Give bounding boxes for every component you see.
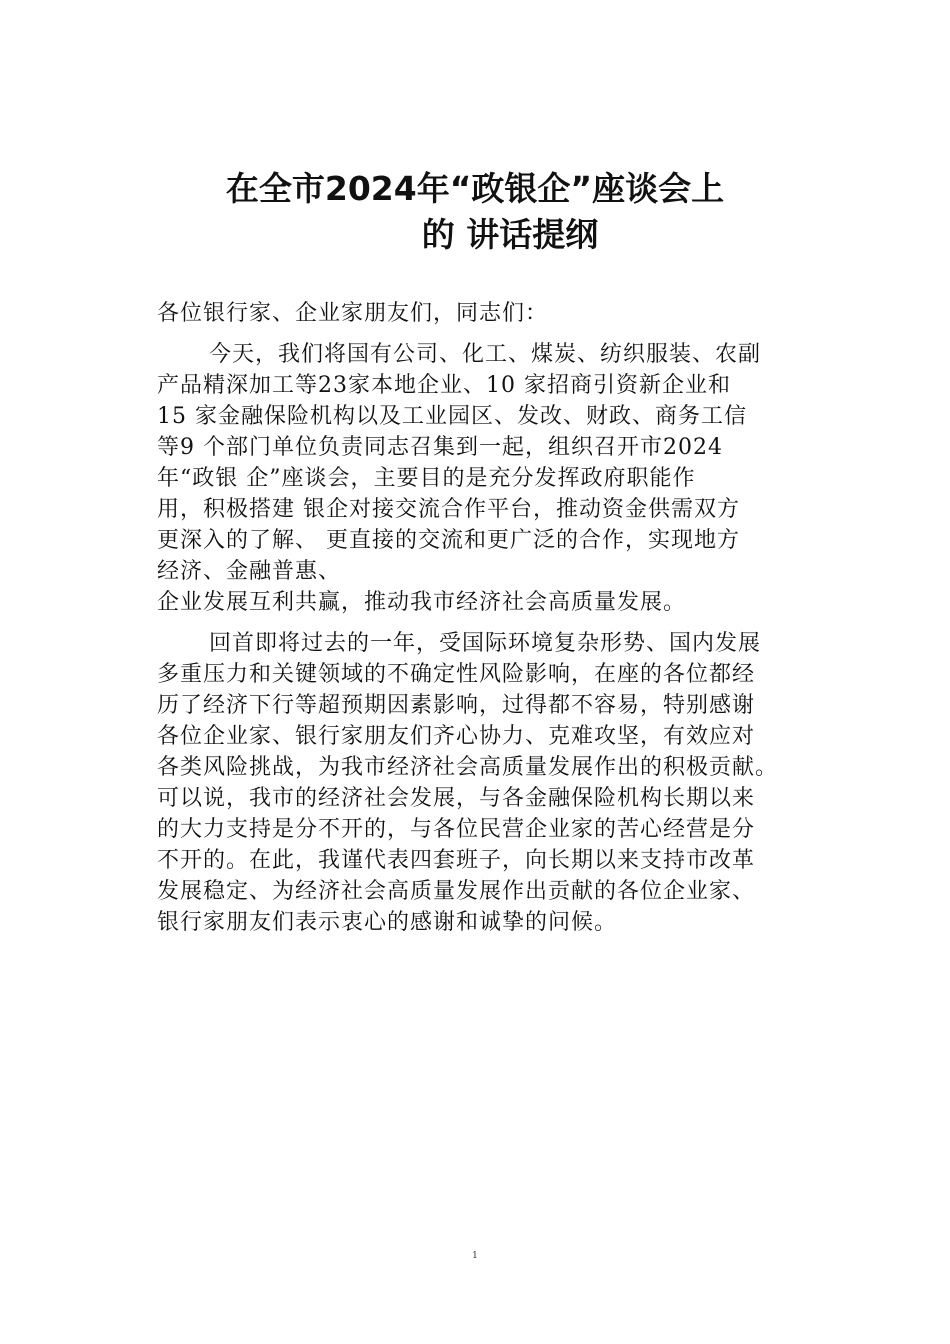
paragraph-line: 年“政银 企”座谈会，主要目的是充分发挥政府职能作 xyxy=(157,466,696,491)
paragraph-line: 更深入的了解、 更直接的交流和更广泛的合作，实现地方 xyxy=(157,528,740,553)
paragraph-line: 不开的。在此，我谨代表四套班子，向长期以来支持市改革 xyxy=(157,848,756,873)
paragraph-line: 各类风险挑战，为我市经济社会高质量发展作出的积极贡献。 xyxy=(157,755,779,780)
paragraph-line: 多重压力和关键领域的不确定性风险影响，在座的各位都经 xyxy=(157,662,756,687)
paragraph-1 xyxy=(157,339,829,618)
paragraph-line: 经济、金融普惠、 xyxy=(157,559,342,584)
paragraph-line: 发展稳定、为经济社会高质量发展作出贡献的各位企业家、 xyxy=(157,879,756,904)
paragraph-line: 历了经济下行等超预期因素影响，过得都不容易，特别感谢 xyxy=(157,693,756,718)
title-line-1: 在全市2024年“政银企”座谈会上 xyxy=(225,169,725,208)
paragraph-line: 15 家金融保险机构以及工业园区、发改、财政、商务工信 xyxy=(157,404,747,429)
paragraph-2 xyxy=(157,628,829,938)
document-body xyxy=(157,298,829,938)
title-line-2: 的 讲话提纲 xyxy=(421,215,599,254)
paragraph-line: 的大力支持是分不开的，与各位民营企业家的苦心经营是分 xyxy=(157,817,756,842)
salutation: 各位银行家、企业家朋友们，同志们： xyxy=(157,301,549,326)
paragraph-line: 回首即将过去的一年，受国际环境复杂形势、国内发展 xyxy=(209,631,762,656)
paragraph-line: 可以说，我市的经济社会发展，与各金融保险机构长期以来 xyxy=(157,786,756,811)
paragraph-line: 等9 个部门单位负责同志召集到一起，组织召开市2024 xyxy=(157,435,723,460)
paragraph-line: 各位企业家、银行家朋友们齐心协力、克难攻坚，有效应对 xyxy=(157,724,756,749)
paragraph-line: 企业发展互利共赢，推动我市经济社会高质量发展。 xyxy=(157,590,687,615)
paragraph-line: 银行家朋友们表示衷心的感谢和诚挚的问候。 xyxy=(157,910,618,935)
page-number: 1 xyxy=(472,1251,478,1261)
document-title xyxy=(0,166,950,258)
paragraph-line: 用，积极搭建 银企对接交流合作平台，推动资金供需双方 xyxy=(157,497,740,522)
paragraph-line: 产品精深加工等23家本地企业、10 家招商引资新企业和 xyxy=(157,373,731,398)
paragraph-line: 今天，我们将国有公司、化工、煤炭、纺织服装、农副 xyxy=(209,342,762,367)
